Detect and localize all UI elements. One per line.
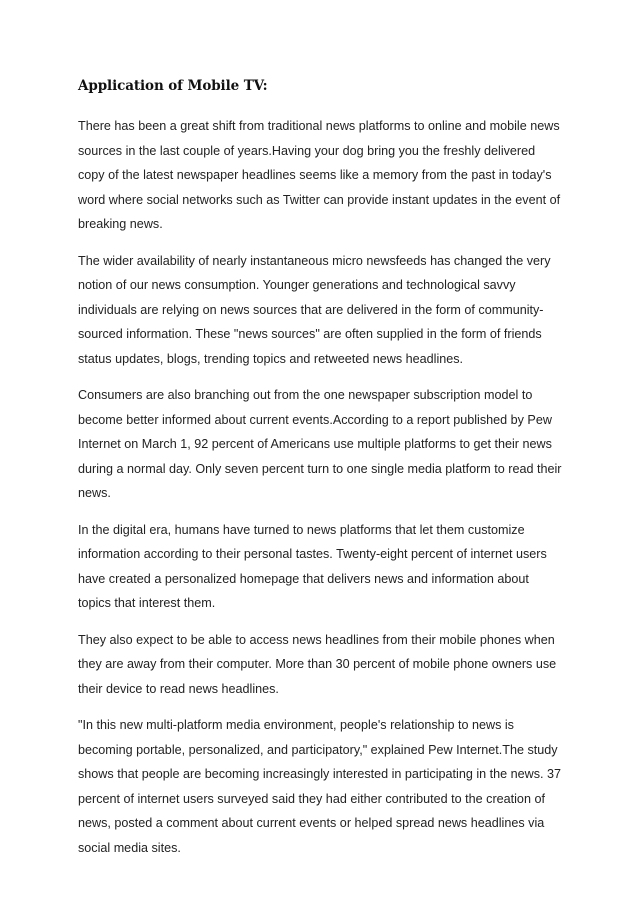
- document-title: Application of Mobile TV:: [78, 78, 268, 94]
- document-body: [78, 114, 564, 872]
- paragraph: "In this new multi-platform media environment, people's relationship to news is becoming portable, personalized, and participatory," explained Pew Internet.The study shows that people are becoming increasingly interested in participating in the news. 37 percent of internet users surveyed said they had either contributed to the creation of news, posted a comment about current events or helped spread news headlines via social media sites.: [78, 718, 562, 855]
- paragraph: The wider availability of nearly instantaneous micro newsfeeds has changed the very notion of our news consumption. Younger generations and technological savvy individuals are relying on news sources that are delivered in the form of community-sourced information. These "news sources" are often supplied in the form of friends status updates, blogs, trending topics and retweeted news headlines.: [78, 253, 551, 366]
- paragraph: Consumers are also branching out from the one newspaper subscription model to become better informed about current events.According to a report published by Pew Internet on March 1, 92 percent of Americans use multiple platforms to get their news during a normal day. Only seven percent turn to one single media platform to read their news.: [78, 388, 562, 500]
- paragraph: There has been a great shift from traditional news platforms to online and mobile news sources in the last couple of years.Having your dog bring you the freshly delivered copy of the latest newspaper headlines seems like a memory from the past in today's word where social networks such as Twitter can provide instant updates in the event of breaking news.: [78, 119, 561, 231]
- paragraph: In the digital era, humans have turned to news platforms that let them customize information according to their personal tastes. Twenty-eight percent of internet users have created a personalized homepage that delivers news and information about topics that interest them.: [78, 522, 547, 610]
- paragraph: They also expect to be able to access news headlines from their mobile phones when they are away from their computer. More than 30 percent of mobile phone owners use their device to read news headlines.: [78, 632, 557, 696]
